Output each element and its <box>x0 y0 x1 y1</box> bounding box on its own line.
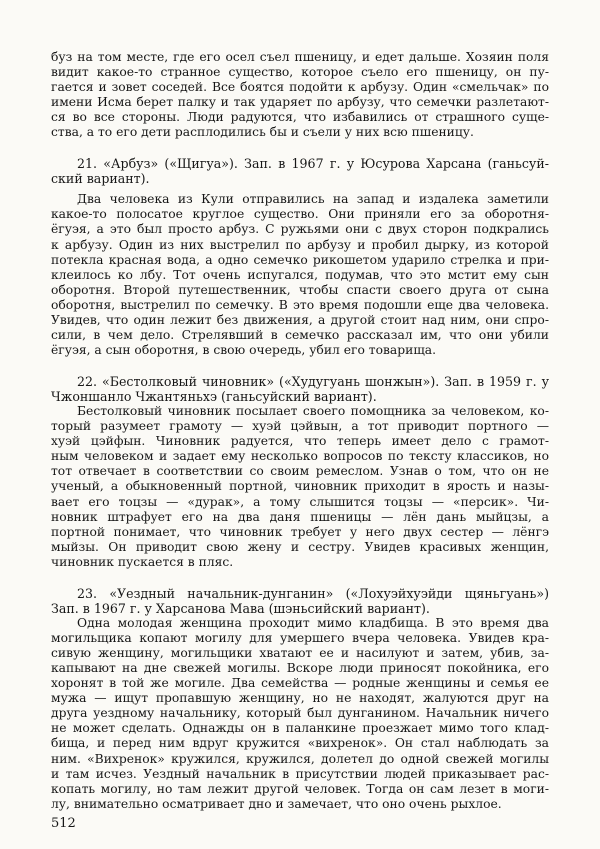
section-22-body <box>51 404 549 570</box>
text-line: друга уездному начальнику, который был дунганином. Начальник ничего <box>51 706 549 721</box>
text-line: Одна молодая женщина проходит мимо кладбища. В это время два <box>77 615 549 630</box>
text-line: лу, внимательно осматривает дно и замечает, что оно очень рыхлое. <box>51 796 502 811</box>
section-22 <box>51 374 549 570</box>
heading-line: 22. «Бестолковый чиновник» («Худугуань шонжын»). Зап. в 1959 г. у <box>77 373 549 389</box>
text-line: ся во все стороны. Люди радуются, что избавились от страшного суще- <box>51 110 549 125</box>
heading-line: 23. «Уездный начальник-дунганин» («Лохуэйхуэйди щяньгуань») <box>77 585 549 601</box>
text-line: капывают на дне свежей могилы. Вскоре люди приносят покойника, его <box>51 660 549 675</box>
text-line: могильщика копают могилу для умершего вчера человека. Увидев кра- <box>51 630 549 645</box>
heading-line: Зап. в 1967 г. у Харсанова Мава (шэньсийский вариант). <box>51 600 430 616</box>
section-21-heading <box>51 156 549 186</box>
text-line: ним. «Вихренок» кружился, кружился, долетел до одной свежей могилы <box>51 751 549 766</box>
heading-line: ский вариант). <box>51 171 150 187</box>
text-line: сивую женщину, могильщики хватают ее и насилуют и затем, убив, за- <box>51 645 549 660</box>
page-number: 512 <box>51 816 76 831</box>
text-line: сили, в чем дело. Стрелявший в семечко рассказал им, что они убили <box>51 328 549 343</box>
text-line: портной понимает, что чиновник требует у него двух сестер — лёнгэ <box>51 524 549 539</box>
section-gap <box>51 358 549 374</box>
text-line: гается и зовет соседей. Все боятся подойти к арбузу. Один «смельчак» по <box>51 80 549 95</box>
section-0 <box>51 50 549 141</box>
text-line: Увидев, что один лежит без движения, а другой стоит над ним, они спро- <box>51 313 549 327</box>
text-line: ным человеком и задает ему несколько вопросов по тексту классиков, но <box>51 449 549 464</box>
section-21 <box>51 156 549 358</box>
text-line: тот отвечает в соответствии со своим ремеслом. Узнав о том, что он не <box>51 464 549 479</box>
text-line: копать могилу, но там лежит другой человек. Тогда он сам лезет в моги- <box>51 781 549 796</box>
section-23-body <box>51 616 549 812</box>
text-line: ства, а то его дети расплодились бы и съели у них всю пшеницу. <box>51 125 474 140</box>
text-line: имени Исма берет палку и так ударяет по арбузу, что семечки разлетают- <box>51 95 549 110</box>
text-line: бища, и перед ним вдруг кружится «вихренок». Он стал наблюдать за <box>51 736 549 751</box>
heading-line: Чжоншанло Чжантяньхэ (ганьсуйский вариант). <box>51 388 377 404</box>
text-line: оборотня, выстрелил по семечку. В это время подошли еще два человека. <box>51 297 549 312</box>
text-line: мыйзы. Он приводит свою жену и сестру. Увидев красивых женщин, <box>51 539 549 554</box>
text-line: торый разумеет грамоту — хуэй цэйвын, а тот приводит портного — <box>51 419 549 434</box>
text-line: к арбузу. Один из них выстрелил по арбузу и пробил дырку, из которой <box>51 237 549 252</box>
section-21-body <box>51 192 549 358</box>
text-line: новник штрафует его на два даня пшеницы — лён дань мыйцзы, а <box>51 509 549 524</box>
text-line: буз на том месте, где его осел съел пшеницу, и едет дальше. Хозяин поля <box>51 50 549 64</box>
text-line: ёгуэя, а это был просто арбуз. С ружьями они с двух сторон подкрались <box>51 222 549 237</box>
section-0-body <box>51 50 549 141</box>
text-line: потекла красная вода, а одно семечко рикошетом ударило стрелка и при- <box>51 252 549 267</box>
section-gap <box>51 141 549 157</box>
text-line: вает его тоцзы — «дурак», а тому слышится тоцзы — «персик». Чи- <box>51 494 549 509</box>
section-22-heading <box>51 374 549 404</box>
heading-line: 21. «Арбуз» («Щигуа»). Зап. в 1967 г. у Юсурова Харсана (ганьсуй- <box>77 156 549 172</box>
text-line: оборотня. Второй путешественник, чтобы спасти своего друга от сына <box>51 282 549 297</box>
section-23 <box>51 586 549 812</box>
text-line: ученый, а обыкновенный портной, чиновник приходит в ярость и назы- <box>51 479 549 494</box>
text-line: Бестолковый чиновник посылает своего помощника за человеком, ко- <box>77 403 549 418</box>
section-gap <box>51 570 549 586</box>
text-line: клеилось ко лбу. Тот очень испугался, подумав, что это мстит ему сын <box>51 267 549 282</box>
text-line: видит какое-то странное существо, которое съело его пшеницу, он пу- <box>51 65 549 80</box>
text-line: какое-то полосатое круглое существо. Они приняли его за оборотня- <box>51 207 549 222</box>
section-23-heading <box>51 586 549 616</box>
text-line: хоронят в той же могиле. Два семейства — родные женщины и семья ее <box>51 676 549 691</box>
text-line: и там исчез. Уездный начальник в присутствии людей приказывает рас- <box>51 766 549 781</box>
text-line: Два человека из Кули отправились на запад и издалека заметили <box>77 192 549 207</box>
text-line: ёгуэя, а сын оборотня, в свою очередь, убил его товарища. <box>51 343 436 358</box>
text-line: чиновник пускается в пляс. <box>51 554 234 569</box>
text-line: мужа — ищут пропавшую женщину, но не находят, жалуются друг на <box>51 691 549 706</box>
text-line: хуэй цэйфын. Чиновник радуется, что теперь имеет дело с грамот- <box>51 434 549 449</box>
text-line: не может сделать. Однажды он в паланкине проезжает мимо того клад- <box>51 721 549 736</box>
